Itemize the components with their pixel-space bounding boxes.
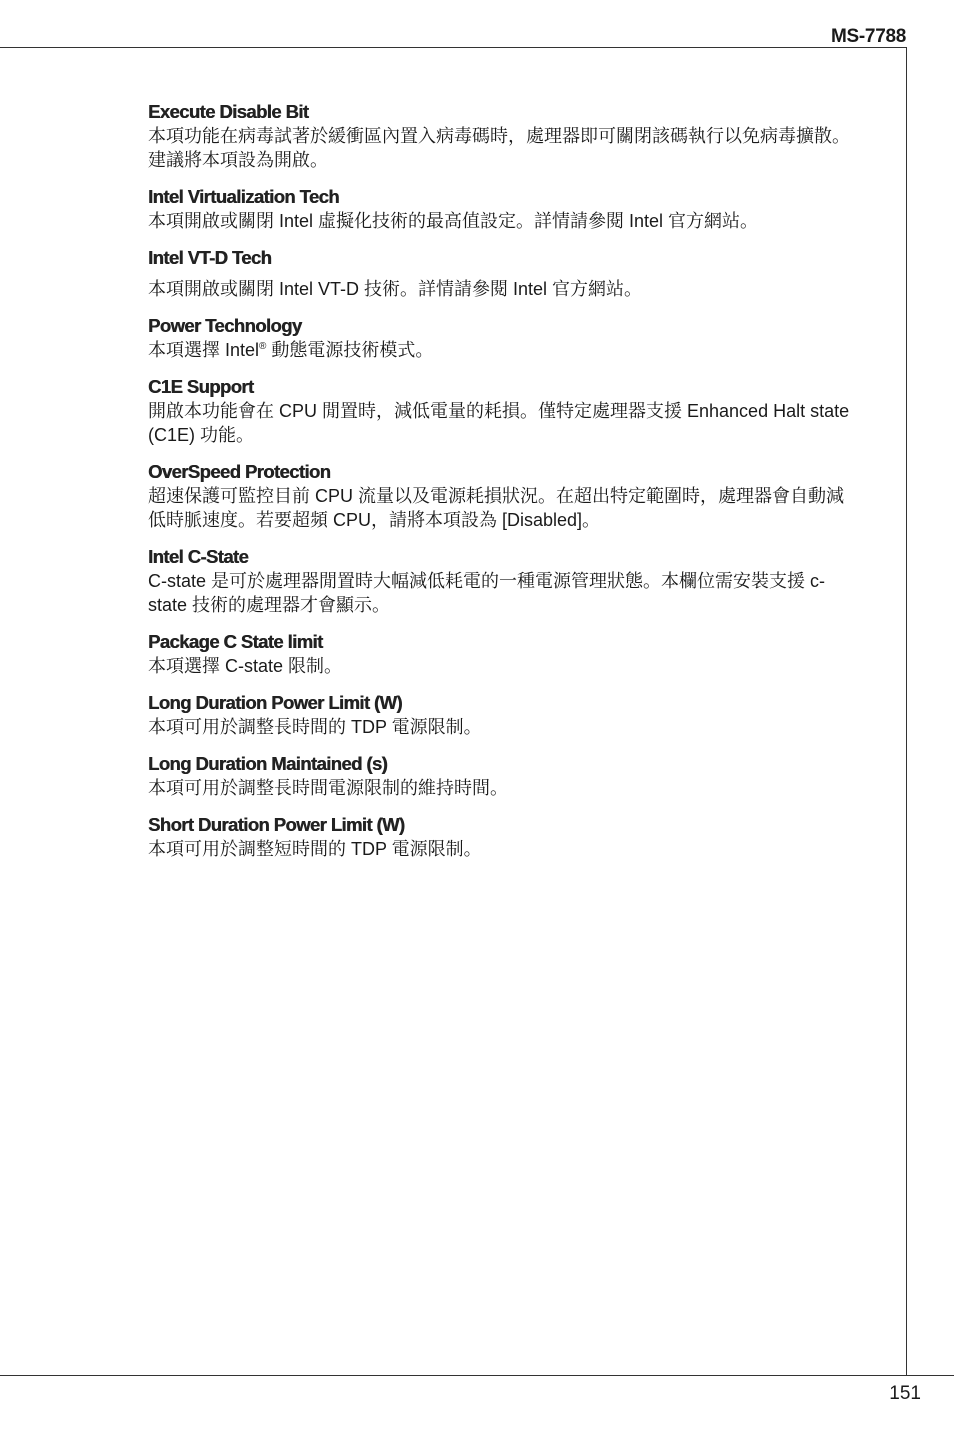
section-heading: Intel C-State — [148, 546, 249, 567]
section-body: 本項可用於調整長時間的 TDP 電源限制。 — [148, 717, 482, 737]
right-rule — [906, 47, 907, 1375]
section-intel-vt-d-tech — [148, 246, 853, 301]
section-short-duration-power-limit — [148, 813, 853, 861]
section-heading: OverSpeed Protection — [148, 461, 331, 482]
section-body: C-state 是可於處理器閒置時大幅減低耗電的一種電源管理狀態。本欄位需安裝支援 c-state 技術的處理器才會顯示。 — [148, 571, 826, 615]
section-execute-disable-bit — [148, 100, 853, 172]
section-long-duration-maintained — [148, 752, 853, 800]
body-prefix: 本項選擇 Intel — [148, 340, 260, 360]
section-intel-virtualization-tech — [148, 185, 853, 233]
section-body: 本項開啟或關閉 Intel 虛擬化技術的最高值設定。詳情請參閱 Intel 官方網站。 — [148, 211, 759, 231]
section-body: 本項選擇 C-state 限制。 — [148, 656, 343, 676]
section-heading: Intel Virtualization Tech — [148, 186, 339, 207]
model-label: MS-7788 — [831, 26, 906, 47]
section-body: 本項開啟或關閉 Intel VT-D 技術。詳情請參閱 Intel 官方網站。 — [148, 279, 643, 299]
section-heading: C1E Support — [148, 376, 254, 397]
section-intel-c-state — [148, 545, 853, 617]
page-number: 151 — [889, 1383, 921, 1404]
content-area — [148, 100, 853, 874]
section-long-duration-power-limit — [148, 691, 853, 739]
section-body — [148, 338, 853, 362]
bottom-rule — [0, 1375, 954, 1376]
body-suffix: 動態電源技術模式。 — [266, 340, 434, 360]
section-heading: Intel VT-D Tech — [148, 247, 272, 268]
top-rule — [0, 47, 907, 48]
section-body: 本項功能在病毒試著於緩衝區內置入病毒碼時，處理器即可關閉該碼執行以免病毒擴散。建議將本項設為開啟。 — [148, 126, 850, 170]
section-c1e-support — [148, 375, 853, 447]
section-heading: Execute Disable Bit — [148, 101, 309, 122]
registered-mark: ® — [259, 341, 267, 352]
section-body: 開啟本功能會在 CPU 閒置時，減低電量的耗損。僅特定處理器支援 Enhanced Halt state (C1E) 功能。 — [148, 401, 850, 445]
section-body: 本項可用於調整長時間電源限制的維持時間。 — [148, 778, 508, 798]
section-package-c-state-limit — [148, 630, 853, 678]
section-body: 超速保護可監控目前 CPU 流量以及電源耗損狀況。在超出特定範圍時，處理器會自動減低時脈速度。若要超頻 CPU，請將本項設為 [Disabled]。 — [148, 486, 845, 530]
section-heading: Power Technology — [148, 315, 302, 336]
section-overspeed-protection — [148, 460, 853, 532]
section-power-technology — [148, 314, 853, 362]
section-heading: Long Duration Power Limit (W) — [148, 692, 402, 713]
section-heading: Long Duration Maintained (s) — [148, 753, 388, 774]
section-heading: Package C State limit — [148, 631, 323, 652]
section-body: 本項可用於調整短時間的 TDP 電源限制。 — [148, 839, 482, 859]
section-heading: Short Duration Power Limit (W) — [148, 814, 405, 835]
